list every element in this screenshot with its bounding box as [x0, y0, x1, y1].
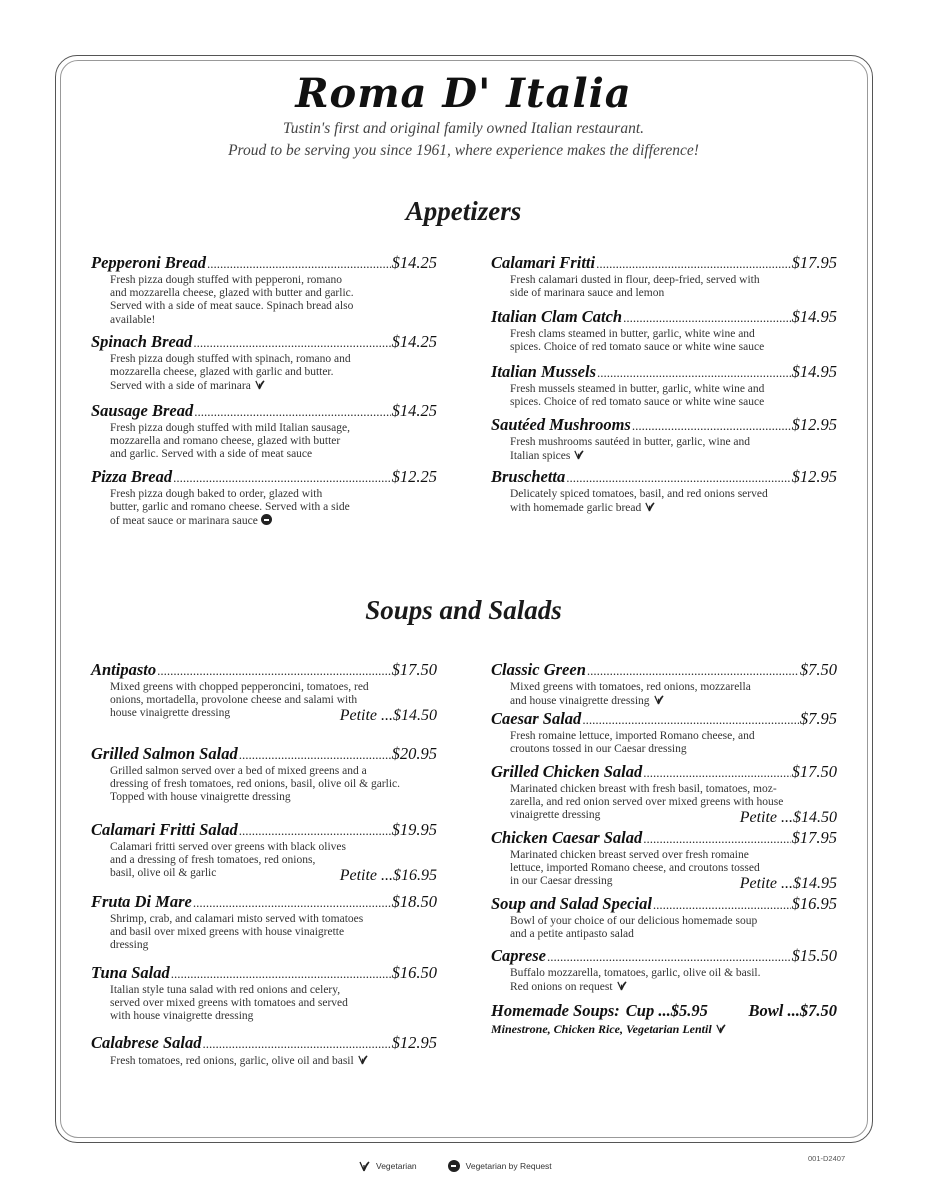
item-name: Bruschetta: [491, 467, 566, 486]
item-name: Fruta Di Mare: [91, 892, 192, 911]
item-description: Mixed greens with tomatoes, red onions, mozzarella and house vinaigrette dressing: [510, 681, 751, 708]
menu-item: [91, 468, 437, 529]
menu-item: [491, 828, 837, 893]
menu-item: [91, 745, 437, 805]
menu-item: [491, 308, 837, 354]
vegetarian-icon: [254, 379, 265, 390]
item-name: Pepperoni Bread: [91, 253, 207, 272]
tagline-line-1: Tustin's first and original family owned Italian restaurant.: [283, 120, 644, 137]
leader-dots: [597, 364, 791, 382]
item-name: Sausage Bread: [91, 401, 194, 420]
leader-dots: [582, 711, 799, 729]
petite-price: Petite ...$14.50: [339, 707, 437, 725]
restaurant-logo: Roma D' Italia: [295, 70, 632, 117]
item-price: $14.25: [391, 253, 437, 272]
vegetarian-icon: [573, 449, 584, 460]
leader-dots: [653, 896, 791, 914]
leader-dots: [193, 894, 391, 912]
item-description: Mixed greens with chopped pepperoncini, tomatoes, red onions, mortadella, provolone cheese and salami with house vinaigrette dressing Petite ...$14.50: [110, 681, 437, 725]
leader-dots: [566, 469, 790, 487]
menu-item: [91, 893, 437, 953]
item-description: Fresh pizza dough stuffed with spinach, romano and mozzarella cheese, glazed with garlic and butter. Served with a side of marinara: [110, 353, 351, 393]
homemade-soups: [491, 1002, 837, 1037]
menu-item: [491, 468, 837, 515]
item-price: $14.95: [791, 362, 837, 381]
leader-dots: [643, 764, 790, 782]
leader-dots: [623, 309, 791, 327]
item-name: Classic Green: [491, 660, 586, 679]
item-price: $17.95: [791, 253, 837, 272]
menu-item: [91, 254, 437, 327]
item-price: $14.25: [391, 401, 437, 420]
item-name: Caprese: [491, 946, 546, 965]
item-price: $17.50: [391, 660, 437, 679]
leader-dots: [239, 822, 391, 840]
item-name: Grilled Chicken Salad: [491, 762, 643, 781]
vegetarian-icon: [357, 1054, 368, 1065]
item-price: $16.50: [391, 963, 437, 982]
menu-item: [491, 661, 837, 708]
homemade-soups-cup-price: Cup ...$5.95: [625, 1001, 708, 1020]
vegetarian-icon: [358, 1160, 370, 1172]
item-description: Fresh romaine lettuce, imported Romano cheese, and croutons tossed in our Caesar dressing: [510, 730, 755, 756]
homemade-soups-label: Homemade Soups:: [491, 1001, 620, 1020]
leader-dots: [547, 948, 791, 966]
item-price: $7.95: [799, 709, 837, 728]
item-description: Fresh mushrooms sautéed in butter, garlic, wine and Italian spices: [510, 436, 751, 463]
vegetarian-by-request-icon: [261, 514, 272, 525]
menu-item: [91, 820, 437, 885]
menu-item: [491, 762, 837, 827]
menu-item: [491, 710, 837, 756]
item-price: $12.95: [791, 415, 837, 434]
section-title-soups-and-salads: Soups and Salads: [365, 595, 562, 625]
item-name: Tuna Salad: [91, 963, 170, 982]
item-price: $18.50: [391, 892, 437, 911]
vegetarian-icon: [715, 1023, 726, 1034]
item-name: Antipasto: [91, 660, 157, 679]
menu-item: [91, 660, 437, 725]
item-price: $14.25: [391, 332, 437, 351]
leader-dots: [171, 965, 391, 983]
homemade-soups-varieties: Minestrone, Chicken Rice, Vegetarian Lentil: [491, 1022, 837, 1037]
item-price: $12.95: [791, 467, 837, 486]
leader-dots: [643, 830, 790, 848]
item-description: Fresh calamari dusted in flour, deep-fried, served with side of marinara sauce and lemon: [510, 274, 760, 300]
item-name: Italian Mussels: [491, 362, 596, 381]
item-description: Fresh clams steamed in butter, garlic, white wine and spices. Choice of red tomato sauce or white wine sauce: [510, 328, 765, 354]
item-name: Calamari Fritti Salad: [91, 820, 238, 839]
homemade-soups-bowl-price: Bowl ...$7.50: [748, 1001, 837, 1020]
item-description: Calamari fritti served over greens with black olives and a dressing of fresh tomatoes, red onions, basil, olive oil & garlic Petite ...$16.95: [110, 841, 437, 885]
tagline-line-2: Proud to be serving you since 1961, where experience makes the difference!: [228, 142, 699, 159]
item-price: $7.50: [799, 660, 837, 679]
item-description: Marinated chicken breast served over fresh romaine lettuce, imported Romano cheese, and croutons tossed in our Caesar dressing Petite ...$14.95: [510, 849, 837, 893]
petite-price: Petite ...$16.95: [339, 867, 437, 885]
vegetarian-icon: [644, 501, 655, 512]
item-description: Italian style tuna salad with red onions and celery, served over mixed greens with tomatoes and served with house vinaigrette dressing: [110, 984, 348, 1023]
vegetarian-by-request-icon: [448, 1160, 460, 1172]
document-code: 001-D2407: [808, 1154, 846, 1163]
leader-dots: [632, 417, 791, 435]
leader-dots: [596, 255, 791, 273]
legend-vegetarian-by-request-label: Vegetarian by Request: [465, 1161, 552, 1171]
item-price: $17.95: [791, 828, 837, 847]
item-name: Soup and Salad Special: [491, 894, 652, 913]
item-description: Grilled salmon served over a bed of mixed greens and a dressing of fresh tomatoes, red onions, basil, olive oil & garlic. Topped with house vinaigrette dressing: [110, 765, 400, 804]
item-price: $12.95: [391, 1033, 437, 1052]
menu-item: [491, 895, 837, 941]
vegetarian-icon: [616, 980, 627, 991]
leader-dots: [207, 255, 391, 273]
leader-dots: [587, 662, 799, 680]
leader-dots: [202, 1035, 390, 1053]
item-description: Fresh pizza dough stuffed with pepperoni, romano and mozzarella cheese, glazed with butter and garlic. Served with a side of meat sauce. Spinach bread also available!: [110, 274, 354, 326]
item-price: $12.25: [391, 467, 437, 486]
leader-dots: [173, 469, 390, 487]
menu-item: [491, 254, 837, 300]
leader-dots: [194, 403, 390, 421]
legend-vegetarian-label: Vegetarian: [376, 1161, 417, 1171]
item-price: $19.95: [391, 820, 437, 839]
item-description: Fresh pizza dough stuffed with mild Italian sausage, mozzarella and romano cheese, glazed with butter and garlic. Served with a side of meat sauce: [110, 422, 350, 461]
leader-dots: [157, 662, 391, 680]
item-name: Caesar Salad: [491, 709, 582, 728]
item-price: $14.95: [791, 307, 837, 326]
item-name: Pizza Bread: [91, 467, 173, 486]
item-name: Italian Clam Catch: [491, 307, 623, 326]
menu-item: [91, 402, 437, 462]
item-description: Shrimp, crab, and calamari misto served with tomatoes and basil over mixed greens with house vinaigrette dressing: [110, 913, 364, 952]
item-price: $15.50: [791, 946, 837, 965]
item-description: Buffalo mozzarella, tomatoes, garlic, olive oil & basil. Red onions on request: [510, 967, 761, 994]
item-name: Chicken Caesar Salad: [491, 828, 643, 847]
leader-dots: [239, 746, 391, 764]
item-name: Calabrese Salad: [91, 1033, 202, 1052]
item-description: Fresh tomatoes, red onions, garlic, olive oil and basil: [110, 1054, 437, 1068]
menu-item: [91, 1034, 437, 1068]
item-description: Fresh pizza dough baked to order, glazed with butter, garlic and romano cheese. Served with a side of meat sauce or marinara sauce: [110, 488, 350, 528]
item-description: Bowl of your choice of our delicious homemade soup and a petite antipasto salad: [510, 915, 758, 941]
menu-item: [491, 363, 837, 409]
menu-item: [491, 416, 837, 463]
petite-price: Petite ...$14.50: [739, 809, 837, 827]
menu-item: [91, 333, 437, 394]
vegetarian-icon: [653, 694, 664, 705]
item-description: Marinated chicken breast with fresh basil, tomatoes, moz- zarella, and red onion served over mixed greens with house vinaigrette dressing Petite ...$14.50: [510, 783, 837, 827]
menu-item: [91, 964, 437, 1024]
leader-dots: [193, 334, 390, 352]
item-description: Delicately spiced tomatoes, basil, and red onions served with homemade garlic bread: [510, 488, 768, 515]
section-title-appetizers: Appetizers: [405, 196, 522, 226]
item-price: $20.95: [391, 744, 437, 763]
item-price: $16.95: [791, 894, 837, 913]
legend: [355, 1160, 552, 1172]
item-name: Spinach Bread: [91, 332, 193, 351]
petite-price: Petite ...$14.95: [739, 875, 837, 893]
item-name: Grilled Salmon Salad: [91, 744, 238, 763]
item-price: $17.50: [791, 762, 837, 781]
menu-item: [491, 947, 837, 994]
item-name: Sautéed Mushrooms: [491, 415, 631, 434]
item-description: Fresh mussels steamed in butter, garlic, white wine and spices. Choice of red tomato sauce or white wine sauce: [510, 383, 765, 409]
item-name: Calamari Fritti: [491, 253, 596, 272]
